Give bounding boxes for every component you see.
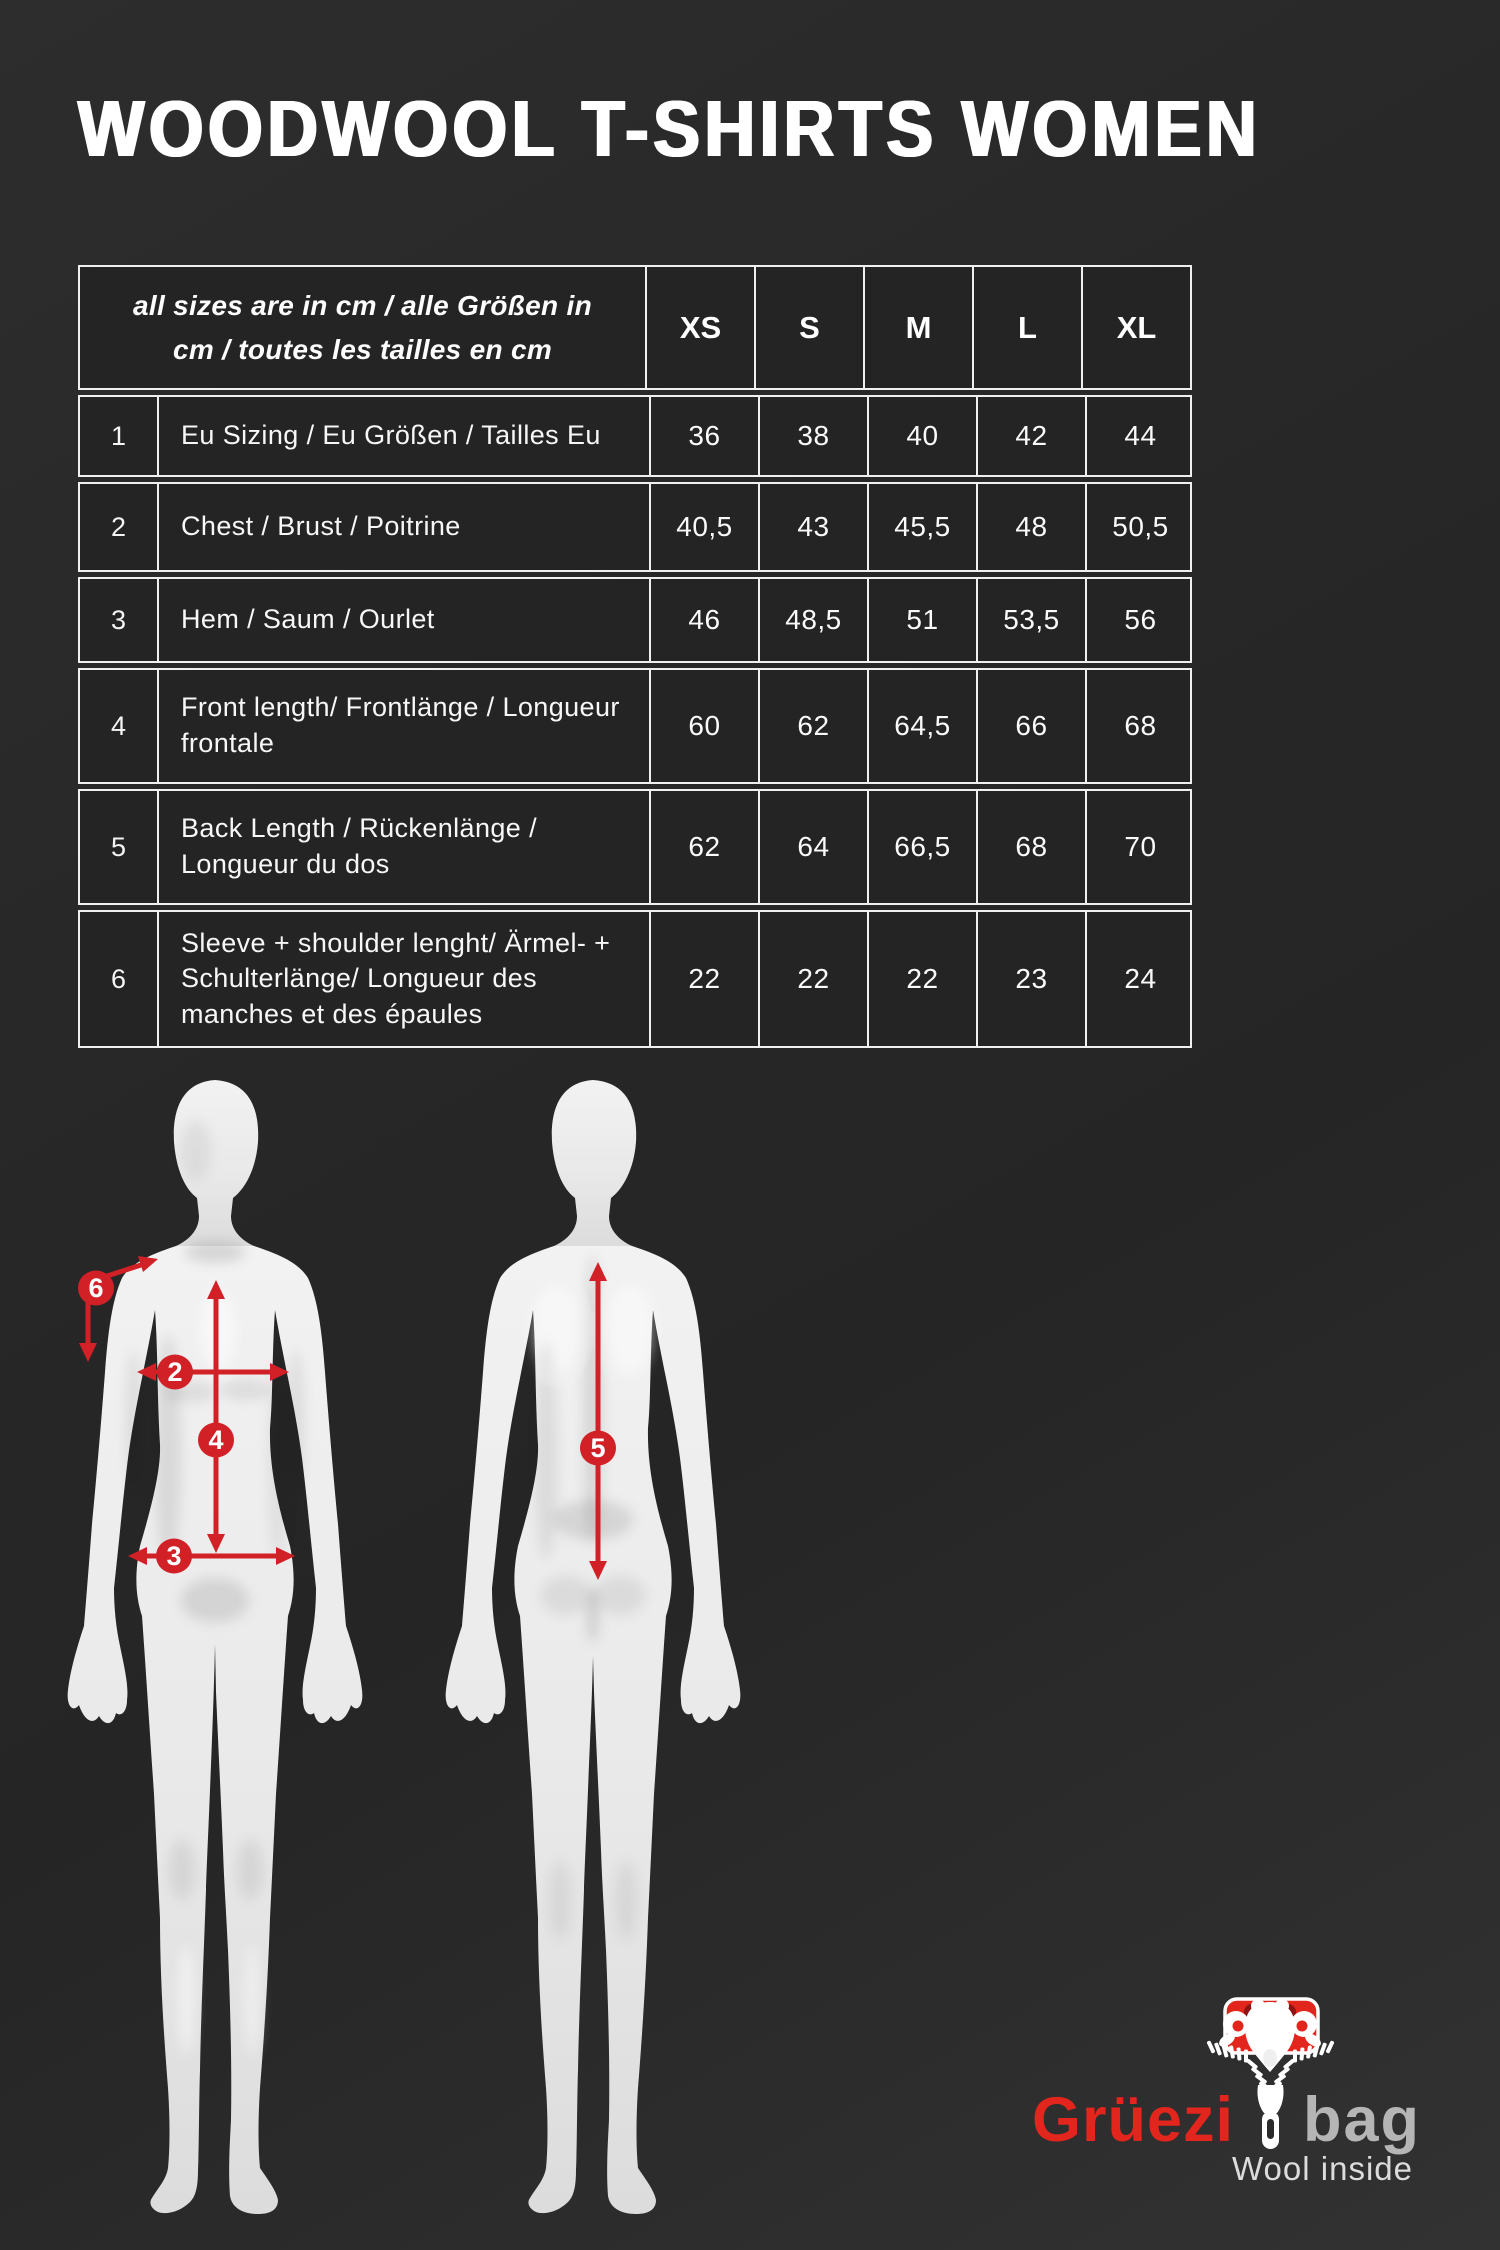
units-note-cell	[80, 267, 645, 388]
value-s: 64	[758, 791, 867, 903]
value-s: 38	[758, 397, 867, 475]
table-row	[78, 577, 1192, 663]
badge-6-label: 6	[88, 1273, 104, 1303]
row-label: Chest / Brust / Poitrine	[157, 484, 649, 570]
value-l: 66	[976, 670, 1085, 782]
value-l: 48	[976, 484, 1085, 570]
brand-name-red: Grüezi	[1032, 2085, 1235, 2155]
row-number: 5	[110, 831, 127, 862]
table-row	[78, 789, 1192, 905]
table-row	[78, 910, 1192, 1048]
badge-2-label: 2	[167, 1357, 183, 1387]
value-s: 43	[758, 484, 867, 570]
value-xl: 50,5	[1085, 484, 1194, 570]
row-number: 1	[110, 420, 127, 451]
value-m: 45,5	[867, 484, 976, 570]
mannequin-front	[68, 1080, 363, 2214]
value-m: 51	[867, 579, 976, 661]
table-row	[78, 482, 1192, 572]
size-col-l: L	[972, 267, 1081, 388]
brand-logo	[1000, 1980, 1460, 2195]
value-m: 66,5	[867, 791, 976, 903]
size-col-xl: XL	[1081, 267, 1190, 388]
value-m: 22	[867, 912, 976, 1046]
value-xs: 36	[649, 397, 758, 475]
row-label: Eu Sizing / Eu Größen / Tailles Eu	[157, 397, 649, 475]
size-col-xs: XS	[645, 267, 754, 388]
brand-name-gray: bag	[1303, 2085, 1422, 2155]
row-label: Back Length / Rückenlänge / Longueur du dos	[157, 791, 649, 903]
table-row	[78, 668, 1192, 784]
value-xs: 62	[649, 791, 758, 903]
badge-4-label: 4	[208, 1425, 224, 1455]
value-xl: 24	[1085, 912, 1194, 1046]
table-header-row	[78, 265, 1192, 390]
brand-tagline: Wool inside	[1232, 2150, 1413, 2187]
table-row	[78, 395, 1192, 477]
row-number: 6	[110, 963, 127, 994]
value-s: 48,5	[758, 579, 867, 661]
row-number: 4	[110, 710, 127, 741]
mannequin-back	[446, 1080, 741, 2214]
value-s: 62	[758, 670, 867, 782]
value-l: 53,5	[976, 579, 1085, 661]
value-s: 22	[758, 912, 867, 1046]
row-label: Front length/ Frontlänge / Longueur frontale	[157, 670, 649, 782]
row-number: 2	[110, 511, 127, 542]
value-m: 64,5	[867, 670, 976, 782]
value-xs: 60	[649, 670, 758, 782]
size-table	[78, 265, 1192, 1048]
value-xl: 68	[1085, 670, 1194, 782]
badge-3-label: 3	[166, 1541, 182, 1571]
value-xl: 70	[1085, 791, 1194, 903]
value-l: 42	[976, 397, 1085, 475]
value-m: 40	[867, 397, 976, 475]
row-label: Hem / Saum / Ourlet	[157, 579, 649, 661]
zipper-slider	[1257, 2085, 1283, 2149]
value-xs: 22	[649, 912, 758, 1046]
value-xl: 44	[1085, 397, 1194, 475]
mannequin-diagram	[0, 1040, 860, 2250]
size-col-m: M	[863, 267, 972, 388]
row-number: 3	[110, 604, 127, 635]
badge-5-label: 5	[590, 1433, 606, 1463]
row-label: Sleeve + shoulder lenght/ Ärmel- + Schulterlänge/ Longueur des manches et des épaules	[157, 912, 649, 1046]
page-title: WOODWOOL T-SHIRTS WOMEN	[78, 84, 1262, 173]
value-l: 68	[976, 791, 1085, 903]
value-xs: 46	[649, 579, 758, 661]
size-col-s: S	[754, 267, 863, 388]
value-xl: 56	[1085, 579, 1194, 661]
value-xs: 40,5	[649, 484, 758, 570]
units-note: all sizes are in cm / alle Größen in cm / toutes les tailles en cm	[133, 290, 592, 365]
value-l: 23	[976, 912, 1085, 1046]
